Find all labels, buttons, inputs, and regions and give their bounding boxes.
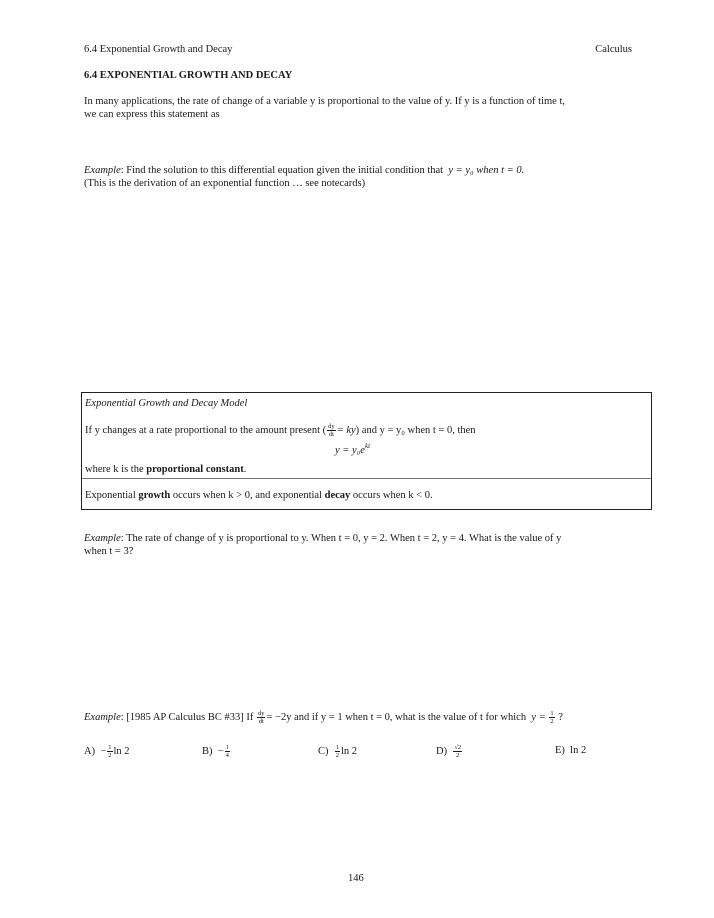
choice-d [436, 744, 463, 759]
fraction-denominator: dt [258, 718, 264, 725]
example-1-label: Example [84, 165, 121, 176]
example-3-post: ? [558, 711, 563, 723]
formula-exponent: kt [364, 442, 371, 450]
example-3-half-fraction [549, 710, 554, 725]
model-box-line-2-post: . [243, 464, 247, 475]
fraction-denominator: 2 [456, 752, 460, 759]
fraction-numerator: 1 [335, 744, 339, 751]
example-1-text: : Find the solution to this differential equation given the initial condition that [120, 165, 444, 176]
model-box-equation: = ky [336, 424, 356, 436]
model-box-line-3-a: Exponential [85, 490, 139, 501]
example-2-label: Example [84, 533, 121, 544]
page-number: 146 [348, 873, 364, 884]
fraction-numerator: dy [328, 423, 335, 430]
fraction-numerator: 1 [108, 744, 112, 751]
model-box-line-3-c: occurs when k < 0. [350, 490, 433, 501]
model-box-divider [82, 478, 651, 479]
decay-term: decay [324, 490, 351, 501]
choice-e-label: E) [555, 745, 565, 756]
choice-c-label: C) [318, 745, 329, 757]
intro-line-2: we can express this statement as [84, 109, 220, 121]
choice-b-fraction [225, 744, 230, 759]
model-box-line-1 [85, 423, 476, 438]
fraction-numerator: 1 [225, 744, 229, 751]
choice-a-label: A) [84, 745, 96, 757]
model-box-line-1-pre: If y changes at a rate proportional to the amount present ( [85, 424, 327, 436]
choice-a-fraction [107, 744, 112, 759]
example-3-dy-dt-fraction [257, 710, 266, 725]
example-3-pre: : [1985 AP Calculus BC #33] If [120, 711, 254, 723]
example-3-label: Example [84, 711, 121, 723]
fraction-numerator: 1 [550, 710, 554, 717]
model-box-line-2 [85, 463, 246, 476]
fraction-denominator: dt [328, 431, 334, 438]
choice-c-fraction [335, 744, 340, 759]
choice-a-sign: − [100, 745, 107, 757]
example-1 [84, 164, 664, 190]
model-box-line-1-post: ) and y = y₀ when t = 0, then [355, 424, 476, 436]
intro-paragraph [84, 95, 644, 121]
model-box-line-3-b: occurs when k > 0, and exponential [170, 490, 325, 501]
exponential-formula [335, 442, 370, 457]
example-3 [84, 710, 674, 725]
model-box-line-2-pre: where k is the [85, 464, 147, 475]
running-header-left: 6.4 Exponential Growth and Decay [84, 44, 233, 55]
intro-line-1: In many applications, the rate of change of a variable y is proportional to the value of y. If y is a function of time t, [84, 96, 566, 107]
example-3-equation: = −2y and if y = 1 when t = 0, what is the value of t for which [266, 711, 527, 723]
choice-a-tail: ln 2 [113, 745, 130, 757]
fraction-denominator: 2 [550, 718, 554, 725]
choice-d-label: D) [436, 745, 448, 757]
growth-term: growth [138, 490, 171, 501]
choice-b [202, 744, 231, 759]
formula-base: y = y₀e [335, 445, 365, 456]
running-header-right: Calculus [595, 44, 632, 55]
example-2-line-2: when t = 3? [84, 546, 134, 558]
choice-c-tail: ln 2 [341, 745, 358, 757]
choice-e [555, 744, 586, 757]
example-3-y-eq: y = [531, 711, 546, 723]
example-1-condition: y = y₀ when t = 0. [448, 165, 525, 176]
dy-dt-fraction [327, 423, 336, 438]
choice-e-text: ln 2 [570, 745, 587, 756]
fraction-numerator: dy [257, 710, 265, 717]
proportional-constant-term: proportional constant [146, 464, 244, 475]
example-2 [84, 532, 644, 558]
fraction-denominator: 2 [335, 752, 339, 759]
choice-d-fraction [453, 744, 462, 759]
choice-c [318, 744, 357, 759]
fraction-denominator: 4 [225, 752, 229, 759]
choice-b-sign: − [217, 745, 224, 757]
section-title: 6.4 EXPONENTIAL GROWTH AND DECAY [84, 70, 293, 81]
choice-a [84, 744, 130, 759]
choice-b-label: B) [202, 745, 213, 757]
example-1-note: (This is the derivation of an exponential function … see notecards) [84, 178, 366, 190]
example-2-line-1: : The rate of change of y is proportional to y. When t = 0, y = 2. When t = 2, y = 4. What is the value of y [120, 533, 562, 544]
model-box-title: Exponential Growth and Decay Model [85, 398, 248, 409]
model-box [81, 392, 652, 510]
model-box-line-3 [85, 489, 433, 502]
fraction-denominator: 2 [108, 752, 112, 759]
fraction-numerator: √2 [454, 744, 462, 751]
